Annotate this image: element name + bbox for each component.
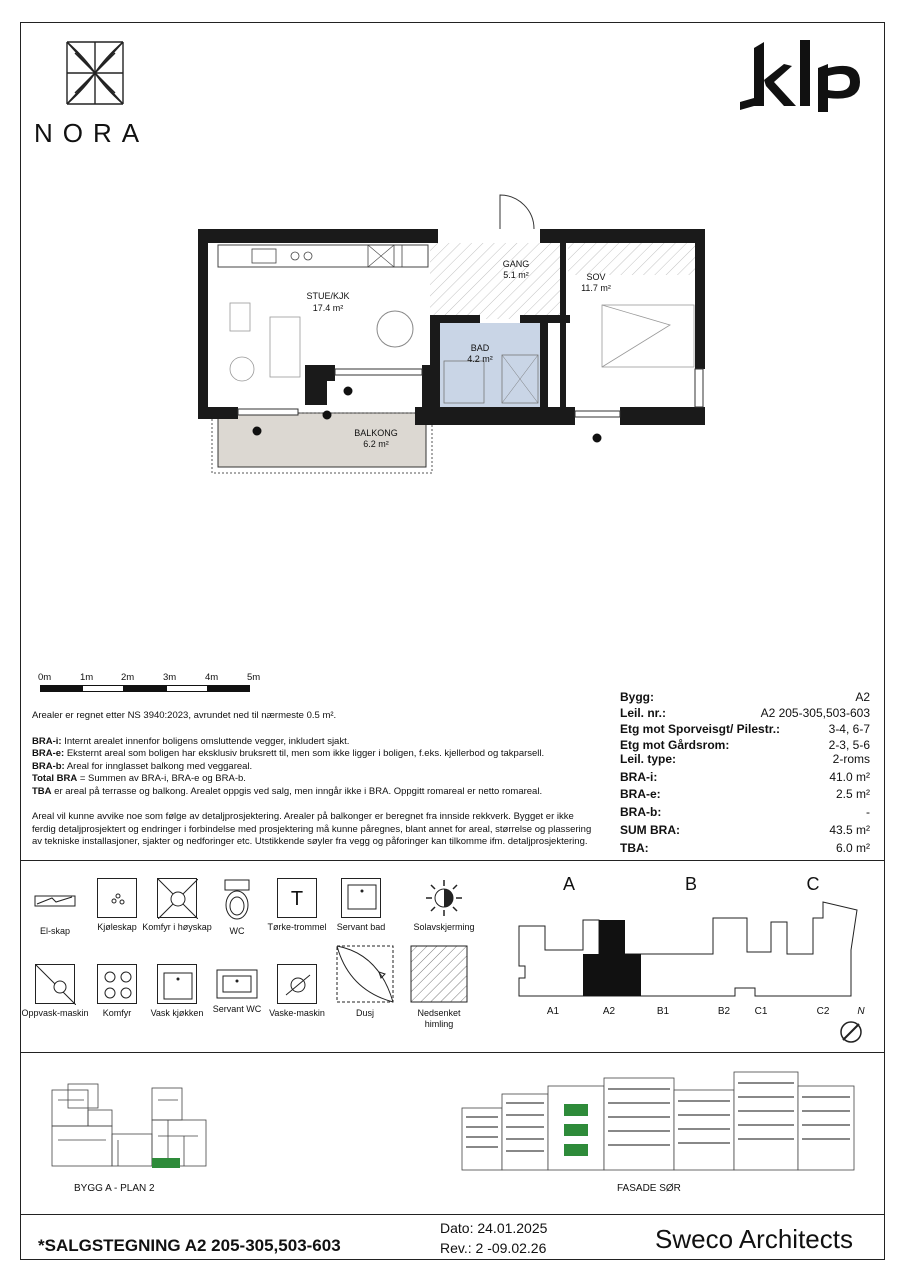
keymap-label-a: A xyxy=(562,874,576,894)
drawing-revision: Rev.: 2 -09.02.26 xyxy=(440,1240,547,1256)
legend-wc: WC xyxy=(202,878,272,937)
room-area-gang: 5.1 m² xyxy=(503,270,529,280)
keymap-label-a2: A2 xyxy=(602,1006,616,1017)
bath-sink-icon xyxy=(341,878,381,918)
def-bra-i: BRA-i: Internt arealet innenfor boligens omsluttende vegger, inkludert sjakt. xyxy=(32,735,350,747)
legend-servant-bad: Servant bad xyxy=(326,878,396,933)
facade-thumbnail xyxy=(460,1064,860,1174)
legend-kjoleskap: Kjøleskap xyxy=(82,878,152,933)
room-area-stue: 17.4 m² xyxy=(312,303,344,313)
nora-wordmark: NORA xyxy=(34,118,150,148)
facade-thumbnail-caption: FASADE SØR xyxy=(617,1183,681,1194)
scale-label: 4m xyxy=(205,672,219,683)
info-row: BRA-e: 2.5 m² xyxy=(620,787,870,801)
apartment-highlight-a2 xyxy=(583,920,641,996)
keymap-label-c2: C2 xyxy=(816,1006,830,1017)
drawing-title: *SALGSTEGNING A2 205-305,503-603 xyxy=(38,1236,341,1255)
fridge-icon xyxy=(97,878,137,918)
def-tba: TBA er areal på terrasse og balkong. Arealet oppgis ved salg, men inngår ikke i BRA. Oppgitt romareal er netto romareal. xyxy=(32,785,543,797)
legend-dusj: Dusj xyxy=(330,944,400,1019)
dining-table xyxy=(377,311,413,347)
def-bra-e: BRA-e: Eksternt areal som boligen har eksklusiv bruksrett til, men som ikke ligger i boligen, f.eks. kjellerbod og takparsell. xyxy=(32,748,545,759)
scale-label: 5m xyxy=(247,672,261,683)
section-divider xyxy=(20,860,885,861)
keymap-label-b: B xyxy=(684,874,698,894)
info-row: BRA-i: 41.0 m² xyxy=(620,770,870,784)
apartment-highlight xyxy=(152,1158,180,1168)
info-row: TBA: 6.0 m² xyxy=(620,841,870,855)
room-name-stue: STUE/KJK xyxy=(306,291,350,301)
legend-komfyr-hoyskap: Komfyr i høyskap xyxy=(142,878,212,933)
info-row: Etg mot Gårdsrom: 2-3, 5-6 xyxy=(620,738,870,752)
klp-logo xyxy=(740,40,865,112)
section-divider xyxy=(20,1214,885,1215)
info-row: Etg mot Sporveisgt/ Pilestr.: 3-4, 6-7 xyxy=(620,722,870,736)
keymap-label-c: C xyxy=(806,874,820,894)
wc-sink-icon xyxy=(215,968,259,1000)
room-area-balkong: 6.2 m² xyxy=(363,439,389,449)
kitchen-sink-icon xyxy=(157,964,197,1004)
north-label: N xyxy=(857,1006,865,1017)
shower-icon xyxy=(335,944,395,1004)
nora-logo xyxy=(30,38,160,148)
building-key-map xyxy=(505,870,880,1050)
info-row: Bygg: A2 xyxy=(620,690,870,704)
notes-intro: Arealer er regnet etter NS 3940:2023, avrundet ned til nærmeste 0.5 m². xyxy=(32,710,337,721)
nora-emblem-icon xyxy=(30,38,160,108)
dishwasher-icon xyxy=(35,964,75,1004)
toilet-icon xyxy=(217,878,257,922)
hallway-ceiling-hatch xyxy=(430,243,560,319)
bedroom-ceiling-hatch xyxy=(568,243,696,275)
scale-label: 2m xyxy=(121,672,135,683)
klp-wordmark-logo xyxy=(740,40,865,112)
legend-vaskemaskin: Vaske-maskin xyxy=(262,964,332,1019)
plan-thumbnail-caption: BYGG A - PLAN 2 xyxy=(74,1183,155,1194)
scale-label: 0m xyxy=(38,672,52,683)
room-name-sov: SOV xyxy=(586,272,606,282)
legend-servant-wc: Servant WC xyxy=(202,968,272,1015)
room-name-balkong: BALKONG xyxy=(354,428,398,438)
bed xyxy=(602,305,694,367)
def-bra-b: BRA-b: Areal for innglasset balkong med veggareal. xyxy=(32,760,253,772)
drawing-date: Dato: 24.01.2025 xyxy=(440,1220,548,1236)
room-area-bad: 4.2 m² xyxy=(467,354,493,364)
bathroom-floor xyxy=(440,323,540,407)
wall-oven-icon xyxy=(157,878,197,918)
keymap-label-b1: B1 xyxy=(656,1006,670,1017)
stove-icon xyxy=(97,964,137,1004)
room-name-gang: GANG xyxy=(502,259,530,269)
room-name-bad: BAD xyxy=(470,343,490,353)
dryer-icon: T xyxy=(277,878,317,918)
legend-solavskjerming: Solavskjerming xyxy=(406,878,482,933)
def-total-bra: Total BRA = Summen av BRA-i, BRA-e og BRA-b. xyxy=(32,773,246,784)
keymap-label-c1: C1 xyxy=(754,1006,768,1017)
balcony-floor xyxy=(218,413,426,467)
info-row: BRA-b: - xyxy=(620,805,870,819)
area-notes xyxy=(32,710,597,849)
legend-el-skap: El-skap xyxy=(20,882,90,937)
lowered-ceiling-icon xyxy=(409,944,469,1004)
sun-shading-icon xyxy=(424,878,464,918)
washing-machine-icon xyxy=(277,964,317,1004)
scale-label: 1m xyxy=(80,672,94,683)
el-skap-icon xyxy=(32,882,78,922)
company-name: Sweco Architects xyxy=(655,1224,853,1254)
legend-vask-kjokken: Vask kjøkken xyxy=(142,964,212,1019)
keymap-label-b2: B2 xyxy=(717,1006,731,1017)
legend-oppvaskmaskin: Oppvask-maskin xyxy=(20,964,90,1019)
section-divider xyxy=(20,1052,885,1053)
floor-plan xyxy=(190,185,715,475)
scale-bar xyxy=(38,672,268,696)
info-row: Leil. nr.: A2 205-305,503-603 xyxy=(620,706,870,720)
plan-thumbnail xyxy=(48,1080,213,1175)
scale-label: 3m xyxy=(163,672,177,683)
legend-komfyr: Komfyr xyxy=(82,964,152,1019)
notes-disclaimer: Areal vil kunne avvike noe som følge av detaljprosjektering. Arealer på balkonger er beregnet fra innside rekkverk. Bygget er ikke ferdig detaljprosjektert og endringer i forbindelse med prosjektering må kunne påregnes, blant annet for areal, størrelse og plassering av tekniske installasjoner, sjakter og nedforinger etc. Utstikkende søyler fra vegg og påforinger kan tilkomme ifm. detaljprosjektering. xyxy=(32,811,592,847)
info-row: SUM BRA: 43.5 m² xyxy=(620,823,870,837)
legend-nedsenket-himling: Nedsenket himling xyxy=(404,944,474,1030)
room-area-sov: 11.7 m² xyxy=(581,283,611,293)
kitchen-counter xyxy=(218,245,428,267)
keymap-label-a1: A1 xyxy=(546,1006,560,1017)
apartment-highlight xyxy=(564,1104,588,1156)
north-arrow-icon xyxy=(841,1022,861,1042)
legend-torketrommel: T Tørke-trommel xyxy=(262,878,332,933)
building-outline xyxy=(519,902,857,996)
info-row: Leil. type: 2-roms xyxy=(620,752,870,766)
